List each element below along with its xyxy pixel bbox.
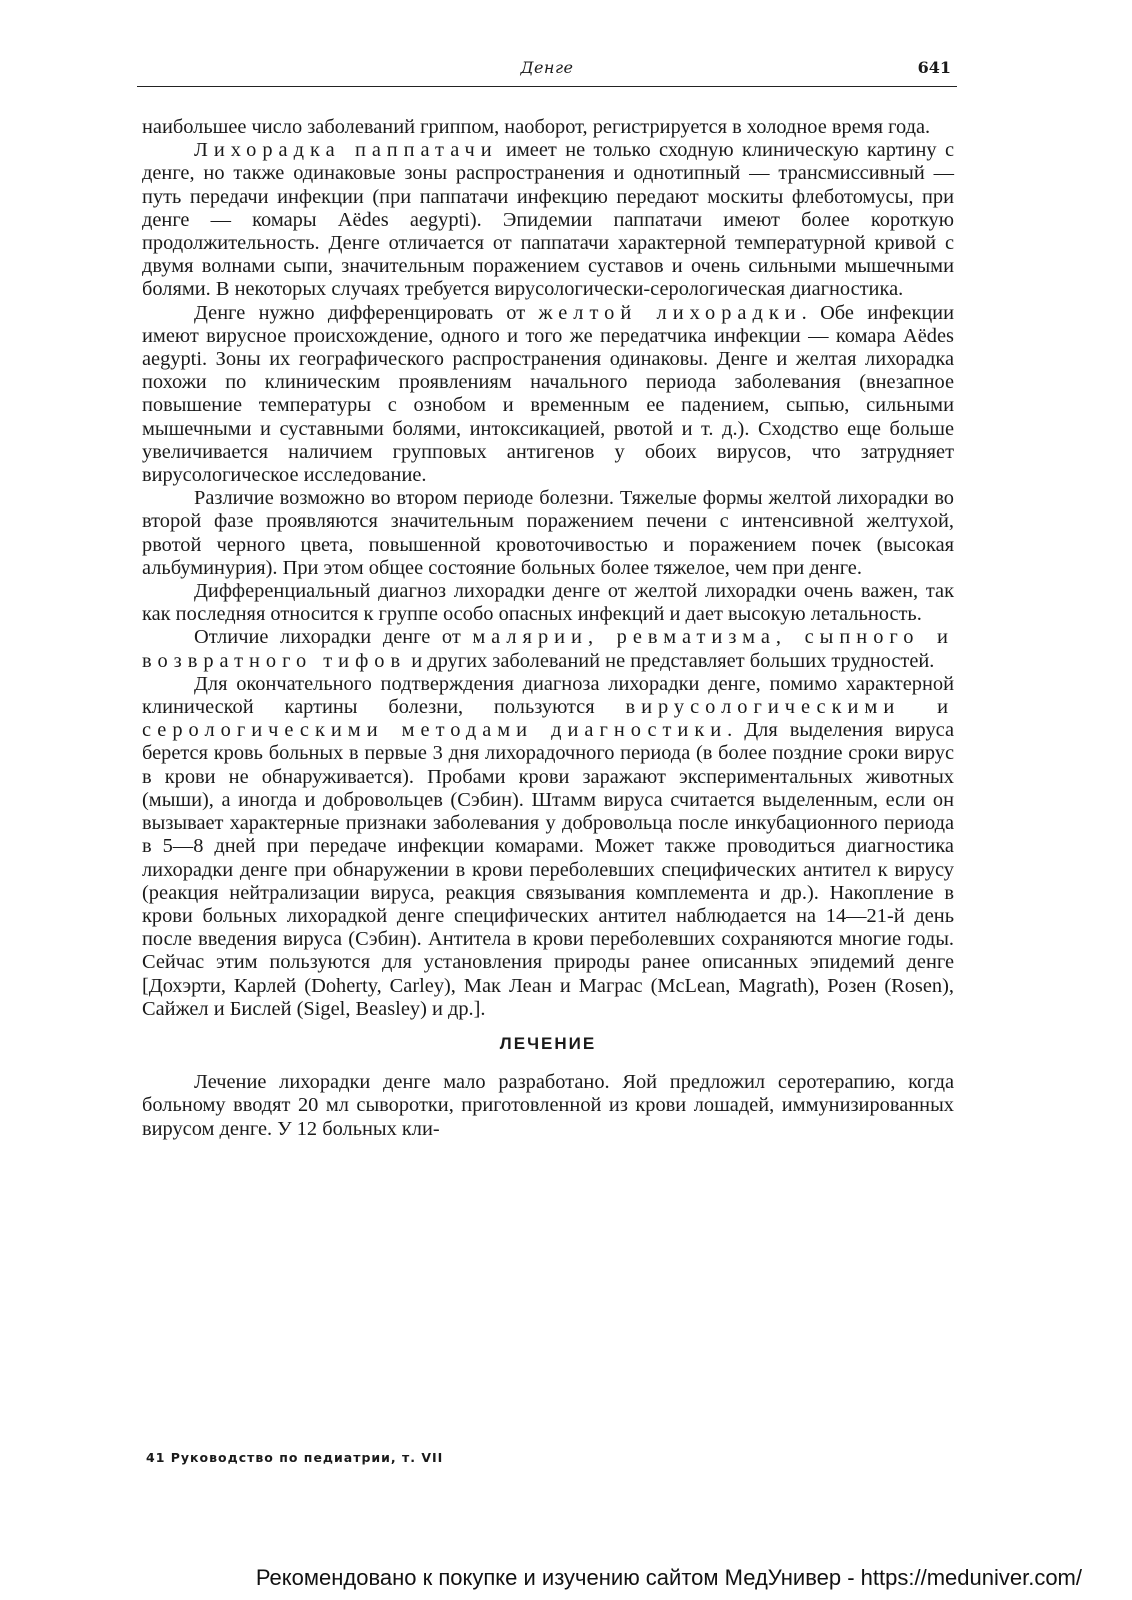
spaced-term: малярии, ревматизма, сыпного и возвратного тифов [142, 626, 954, 672]
paragraph-treatment [142, 1071, 954, 1141]
paragraph-text: наибольшее число заболеваний гриппом, наоборот, регистрируется в холодное время года. [142, 116, 931, 138]
spaced-term: желтой лихорадки [538, 301, 802, 324]
signature-footnote: 41 Руководство по педиатрии, т. VII [146, 1450, 444, 1465]
main-text [142, 116, 954, 1141]
paragraph-continuation [142, 116, 954, 139]
running-header [137, 56, 957, 87]
paragraph-pappatachi [142, 139, 954, 301]
running-title: Денге [520, 58, 574, 77]
paragraph-second-period [142, 487, 954, 580]
paragraph-text: Денге нужно дифференцировать от [194, 301, 539, 324]
watermark-link[interactable]: Рекомендовано к покупке и изучению сайтом МедУнивер - https://meduniver.com/ [255, 1565, 1082, 1590]
paragraph-text: . Для выделения вируса берется кровь больных в первые 3 дня лихорадочного периода (в более поздние сроки вирус в крови не обнаруживается). Пробами крови заражают экспериментальных животных (мыши), а иногда и добровольцев (Сэбин). Штамм вируса считается выделенным, если он вызывает характерные признаки заболевания у добровольца после инкубационного периода в 5—8 дней при передаче инфекции комарами. Может также проводиться диагностика лихорадки денге при обнаружении в крови переболевших специфических антител к вирусу (реакция нейтрализации вируса, реакция связывания комплемента и др.). Накопление в крови больных лихорадкой денге специфических антител наблюдается на 14—21-й день после введения вируса (Сэбин). Антитела в крови переболевших сохраняются многие годы. Сейчас этим пользуются для установления природы ранее описанных эпидемий денге [Дохэрти, Карлей (Doherty, Carley), Мак Леан и Маграс (McLean, Magrath), Розен (Rosen), Сайжел и Бислей (Sigel, Beasley) и др.]. [142, 719, 954, 1020]
paragraph-other-diseases [142, 626, 954, 672]
paragraph-text: и других заболеваний не представляет больших трудностей. [406, 649, 935, 672]
paragraph-text: Отличие лихорадки денге от [194, 626, 473, 649]
paragraph-text: имеет не только сходную клиническую картину с денге, но также одинаковые зоны распространения и однотипный — трансмиссивный — путь передачи инфекции (при паппатачи инфекцию передают москиты флеботомусы, при денге — комары Aëdes aegypti). Эпидемии паппатачи имеют более короткую продолжительность. Денге отличается от паппатачи характерной температурной кривой с двумя волнами сыпи, значительным поражением суставов и очень сильными мышечными болями. В некоторых случаях требуется вирусологически-серологическая диагностика. [142, 139, 954, 301]
paragraph-text: Различие возможно во втором периоде болезни. Тяжелые формы желтой лихорадки во второй фазе проявляются значительным поражением печени с интенсивной желтухой, рвотой черного цвета, повышенной кровоточивостью и поражением почек (высокая альбуминурия). При этом общее состояние больных более тяжелое, чем при денге. [142, 487, 954, 579]
paragraph-differential [142, 580, 954, 626]
paragraph-text: Дифференциальный диагноз лихорадки денге от желтой лихорадки очень важен, так как последняя относится к группе особо опасных инфекций и дает высокую летальность. [142, 580, 954, 626]
spaced-term: вирусологическими и серологическими методами диагностики [142, 696, 954, 742]
page-number: 641 [917, 58, 951, 77]
paragraph-text: Для окончательного подтверждения диагноза лихорадки денге, помимо характерной клинической картины болезни, пользуются [142, 672, 954, 719]
paragraph-text: Лечение лихорадки денге мало разработано. Яой предложил серотерапию, когда больному вводят 20 мл сыворотки, приготовленной из крови лошадей, иммунизированных вирусом денге. У 12 больных кли- [142, 1071, 954, 1140]
paragraph-text: . Обе инфекции имеют вирусное происхождение, одного и того же передатчика инфекции — комара Aëdes aegypti. Зоны их географического распространения одинаковы. Денге и желтая лихорадка похожи по клиническим проявлениям начального периода заболевания (внезапное повышение температуры с ознобом и временным ее падением, сыпью, сильными мышечными и суставными болями, интоксикацией, рвотой и т. д.). Сходство еще больше увеличивается наличием групповых антигенов у обоих вирусов, что затрудняет вирусологическое исследование. [142, 301, 954, 487]
paragraph-yellow-fever [142, 302, 954, 488]
section-heading-treatment: ЛЕЧЕНИЕ [499, 1033, 597, 1053]
paragraph-diagnostics [142, 673, 954, 1021]
spaced-term: Лихорадка паппатачи [194, 139, 498, 162]
